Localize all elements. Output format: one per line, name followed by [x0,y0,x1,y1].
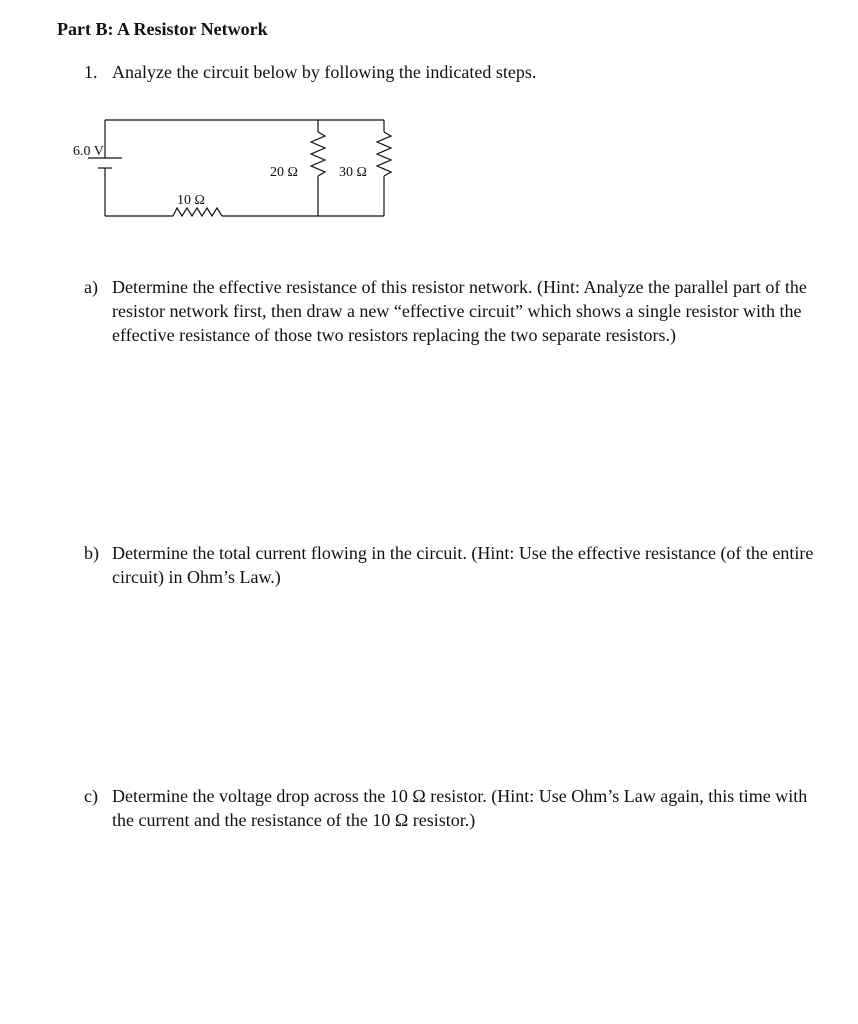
subquestion-b [84,541,814,589]
resistor-30-ohm [377,132,391,176]
resistor-10-label: 10 Ω [177,193,205,208]
subquestion-a-marker: a) [84,277,98,297]
subquestion-a [84,275,814,347]
resistor-20-ohm [311,132,325,176]
subquestion-a-text: Determine the effective resistance of this resistor network. (Hint: Analyze the parallel part of the resistor network first, then draw a new “effective circuit” which shows a single resistor with the effective resistance of those two resistors replacing the two separate resistors.) [112,277,807,345]
resistor-30-label: 30 Ω [339,165,367,180]
subquestion-c-marker: c) [84,786,98,806]
subquestion-b-text: Determine the total current flowing in the circuit. (Hint: Use the effective resistance (of the entire circuit) in Ohm’s Law.) [112,543,814,587]
page-heading: Part B: A Resistor Network [57,19,268,39]
question-text: Analyze the circuit below by following the indicated steps. [112,62,537,82]
resistor-10-ohm [173,208,222,216]
circuit-diagram [60,110,400,230]
question-number: 1. [84,62,98,82]
subquestion-c [84,784,814,832]
subquestion-b-marker: b) [84,543,99,563]
battery-label: 6.0 V [73,144,104,159]
resistor-20-label: 20 Ω [270,165,298,180]
subquestion-c-text: Determine the voltage drop across the 10 Ω resistor. (Hint: Use Ohm’s Law again, this time with the current and the resistance of the 10 Ω resistor.) [112,786,808,830]
